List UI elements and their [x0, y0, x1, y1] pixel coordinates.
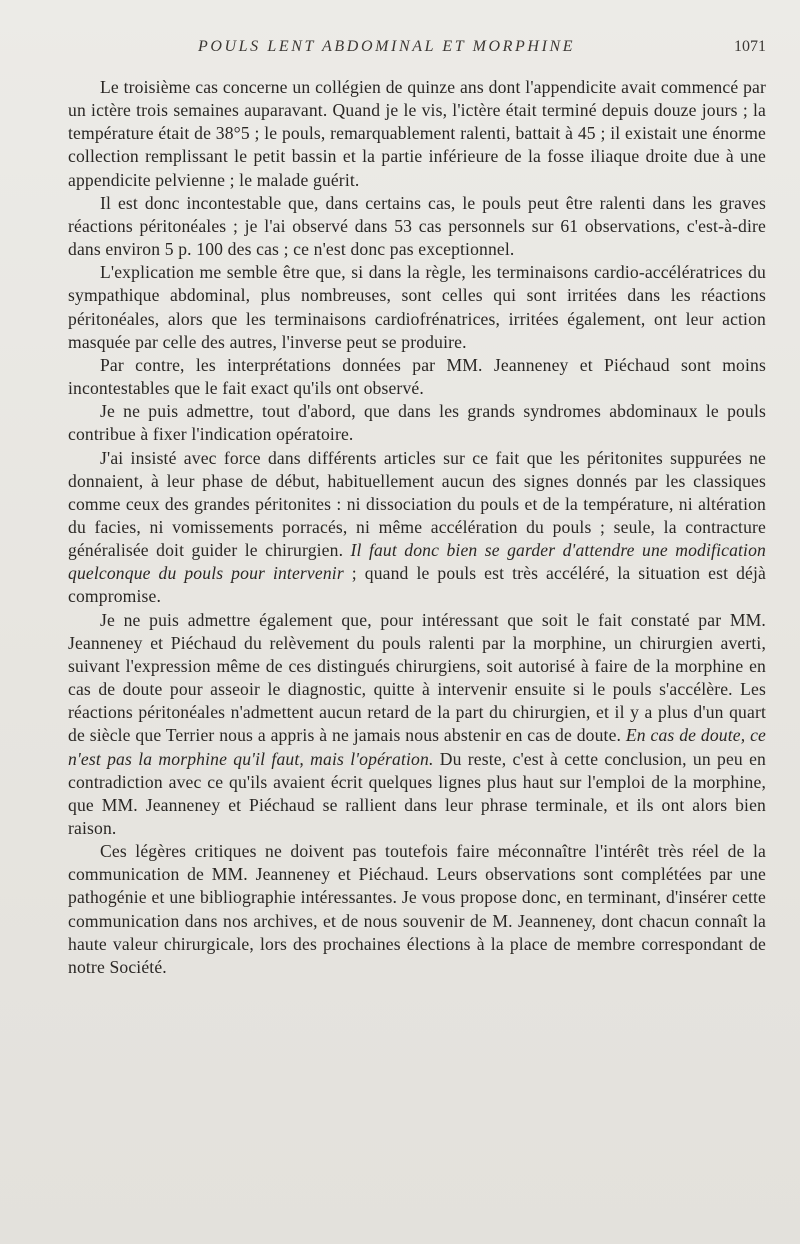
paragraph-incidence: Il est donc incontestable que, dans certains cas, le pouls peut être ralenti dans les graves réactions péritonéales ; je l'ai observé dans 53 cas personnels sur 61 observations, c'est-à-dire dans environ 5 p. 100 des cas ; ce n'est donc pas exceptionnel. [68, 192, 766, 260]
paragraph-peritonitis-signs-emphasis: Il faut donc bien se garder d'attendre une modification quelconque du pouls pour intervenir [68, 540, 766, 584]
paragraph-morphine-text: Je ne puis admettre également que, pour intéressant que soit le fait constaté par MM. Jeanneney et Piéchaud du relèvement du pouls ralenti par la morphine, un chirurgien averti, suivant l'expression même de ces distingués chirurgiens, soit autorisé à faire de la morphine en cas de doute pour asseoir le diagnostic, quitte à intervenir ensuite si le pouls s'accélère. Les réactions péritonéales n'admettent aucun retard de la part du chirurgien, et il y a plus d'un quart de siècle que Terrier nous a appris à ne jamais nous abstenir en cas de doute. [68, 609, 766, 746]
paragraph-conclusion: Ces légères critiques ne doivent pas toutefois faire méconnaître l'intérêt très réel de la communication de MM. Jeanneney et Piéchaud. Leurs observations sont complétées par une pathogénie et une bibliographie intéressantes. Je vous propose donc, en terminant, d'insérer cette communication dans nos archives, et de nous souvenir de M. Jeanneney, dont chacun connaît la haute valeur chirurgicale, lors des prochaines élections à la place de membre correspondant de notre Société. [68, 841, 766, 977]
paragraph-case-report: Le troisième cas concerne un collégien de quinze ans dont l'appendicite avait commencé par un ictère trois semaines auparavant. Quand je le vis, l'ictère était terminé depuis douze jours ; la température était de 38°5 ; le pouls, remarquablement ralenti, battait à 45 ; il existait une énorme collection remplissant le petit bassin et la partie inférieure de la fosse iliaque droite due à une appendicite pelvienne ; le malade guérit. [68, 77, 766, 190]
paragraph-morphine [68, 609, 766, 841]
paragraph-peritonitis-signs [68, 447, 766, 609]
paragraph-interpretations: Par contre, les interprétations données par MM. Jeanneney et Piéchaud sont moins incontestables que le fait exact qu'ils ont observé. [68, 354, 766, 399]
page-number: 1071 [734, 38, 766, 55]
paragraph-morphine-end: Du reste, c'est à cette conclusion, un peu en contradiction avec ce qu'ils avaient écrit quelques lignes plus haut sur l'emploi de la morphine, que MM. Jeanneney et Piéchaud se rallient dans leur phrase terminale, et ils ont alors bien raison. [68, 748, 767, 838]
paragraph-indication: Je ne puis admettre, tout d'abord, que dans les grands syndromes abdominaux le pouls contribue à fixer l'indication opératoire. [68, 401, 766, 445]
paragraph-peritonitis-signs-text: J'ai insisté avec force dans différents articles sur ce fait que les péritonites suppurées ne donnaient, à leur phase de début, habituellement aucun des signes donnés par les classiques comme ceux des grandes péritonites : ni dissociation du pouls et de la température, ni altération du facies, ni vomissements porracés, ni même accélération du pouls ; seule, la contracture généralisée doit guider le chirurgien. [68, 447, 766, 561]
paragraph-peritonitis-signs-end: ; quand le pouls est très accéléré, la situation est déjà compromise. [68, 563, 766, 607]
running-title: POULS LENT ABDOMINAL ET MORPHINE [198, 38, 576, 55]
paragraph-morphine-emphasis: En cas de doute, ce n'est pas la morphine qu'il faut, mais l'opération. [68, 725, 766, 769]
running-head [68, 38, 766, 62]
paragraph-explanation: L'explication me semble être que, si dans la règle, les terminaisons cardio-accélératrices du sympathique abdominal, plus nombreuses, sont celles qui sont irritées dans les réactions péritonéales, alors que les terminaisons cardiofrénatrices, irritées également, ont leur action masquée par celle des autres, l'inverse peut se produire. [68, 262, 766, 352]
body-text [68, 76, 766, 979]
